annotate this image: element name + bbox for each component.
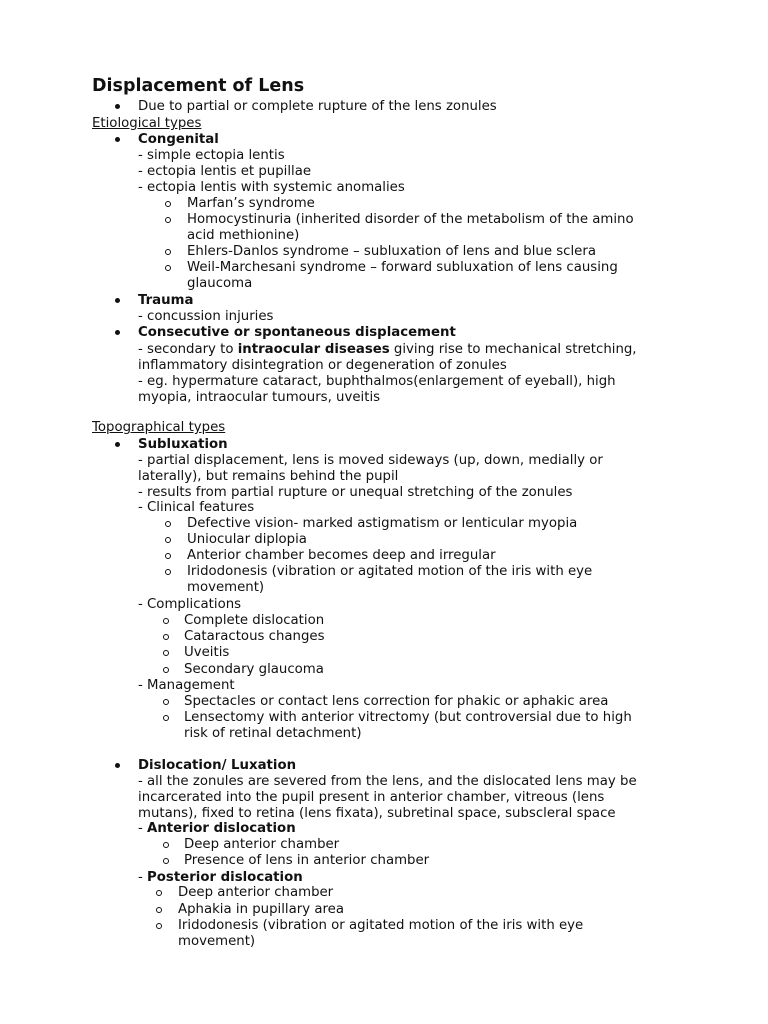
consecutive-line: inflammatory disintegration or degeneration of zonules — [138, 358, 507, 373]
sub-bullet-icon — [165, 553, 171, 559]
posterior-item: movement) — [178, 934, 256, 949]
sub-bullet-icon — [163, 699, 169, 705]
management-item: Lensectomy with anterior vitrectomy (but controversial due to high — [184, 710, 632, 725]
dislocation-line: mutans), fixed to retina (lens fixata), subretinal space, subscleral space — [138, 806, 616, 821]
congenital-line: - ectopia lentis with systemic anomalies — [138, 180, 405, 195]
management-item: Spectacles or contact lens correction for phakic or aphakic area — [184, 694, 609, 709]
congenital-subitem: Weil-Marchesani syndrome – forward subluxation of lens causing — [187, 260, 618, 275]
complication-item: Uveitis — [184, 645, 230, 660]
sub-bullet-icon — [156, 923, 162, 929]
sub-bullet-icon — [163, 634, 169, 640]
sub-bullet-icon — [163, 858, 169, 864]
sub-bullet-icon — [165, 521, 171, 527]
clinical-item: Iridodonesis (vibration or agitated motion of the iris with eye — [187, 564, 593, 579]
anterior-dislocation-label: Anterior dislocation — [147, 821, 296, 836]
sub-bullet-icon — [165, 201, 171, 207]
sub-bullet-icon — [156, 890, 162, 896]
posterior-item: Aphakia in pupillary area — [178, 902, 344, 917]
consecutive-line: - eg. hypermature cataract, buphthalmos(enlargement of eyeball), high — [138, 374, 616, 389]
subluxation-line: - results from partial rupture or unequal stretching of the zonules — [138, 485, 573, 500]
congenital-subitem: glaucoma — [187, 276, 253, 291]
sub-bullet-icon — [163, 618, 169, 624]
congenital-label: Congenital — [138, 132, 219, 147]
etiological-heading: Etiological types — [92, 116, 202, 131]
congenital-subitem: Marfan’s syndrome — [187, 196, 315, 211]
consecutive-label: Consecutive or spontaneous displacement — [138, 325, 456, 340]
posterior-dislocation-heading — [138, 870, 303, 886]
topographical-heading: Topographical types — [92, 420, 226, 435]
bullet-icon — [115, 298, 120, 303]
clinical-item: Defective vision- marked astigmatism or lenticular myopia — [187, 516, 578, 531]
sub-bullet-icon — [156, 907, 162, 913]
dislocation-line: - all the zonules are severed from the lens, and the dislocated lens may be — [138, 774, 637, 789]
bullet-icon — [115, 763, 120, 768]
complication-item: Cataractous changes — [184, 629, 325, 644]
bullet-icon — [115, 104, 120, 109]
posterior-item: Deep anterior chamber — [178, 885, 334, 900]
congenital-subitem: acid methionine) — [187, 228, 300, 243]
intro-text: Due to partial or complete rupture of the lens zonules — [138, 99, 497, 114]
management-item: risk of retinal detachment) — [184, 726, 362, 741]
sub-bullet-icon — [163, 667, 169, 673]
posterior-dislocation-label: Posterior dislocation — [147, 870, 303, 885]
page-title: Displacement of Lens — [92, 76, 305, 96]
dash: - — [138, 821, 148, 836]
trauma-line: - concussion injuries — [138, 309, 274, 324]
sub-bullet-icon — [163, 842, 169, 848]
congenital-line: - ectopia lentis et pupillae — [138, 164, 312, 179]
congenital-subitem: Ehlers-Danlos syndrome – subluxation of lens and blue sclera — [187, 244, 596, 259]
congenital-subitem: Homocystinuria (inherited disorder of the metabolism of the amino — [187, 212, 634, 227]
complication-item: Complete dislocation — [184, 613, 325, 628]
bullet-icon — [115, 137, 120, 142]
bullet-icon — [115, 330, 120, 335]
complication-item: Secondary glaucoma — [184, 662, 324, 677]
dislocation-label: Dislocation/ Luxation — [138, 758, 297, 773]
anterior-dislocation-heading — [138, 821, 296, 837]
consecutive-line — [138, 342, 637, 358]
congenital-line: - simple ectopia lentis — [138, 148, 285, 163]
clinical-item: Uniocular diplopia — [187, 532, 307, 547]
sub-bullet-icon — [163, 715, 169, 721]
consecutive-line: myopia, intraocular tumours, uveitis — [138, 390, 381, 405]
complications-label: - Complications — [138, 597, 242, 612]
subluxation-label: Subluxation — [138, 437, 228, 452]
sub-bullet-icon — [165, 537, 171, 543]
clinical-item: Anterior chamber becomes deep and irregular — [187, 548, 496, 563]
bullet-icon — [115, 442, 120, 447]
subluxation-line: - Clinical features — [138, 500, 255, 515]
consecutive-line-pre: - secondary to — [138, 342, 238, 357]
dash: - — [138, 870, 148, 885]
subluxation-line: - partial displacement, lens is moved sideways (up, down, medially or — [138, 453, 603, 468]
anterior-item: Deep anterior chamber — [184, 837, 340, 852]
posterior-item: Iridodonesis (vibration or agitated motion of the iris with eye — [178, 918, 584, 933]
sub-bullet-icon — [165, 249, 171, 255]
subluxation-line: laterally), but remains behind the pupil — [138, 469, 399, 484]
dislocation-line: incarcerated into the pupil present in anterior chamber, vitreous (lens — [138, 790, 605, 805]
sub-bullet-icon — [163, 650, 169, 656]
anterior-item: Presence of lens in anterior chamber — [184, 853, 430, 868]
sub-bullet-icon — [165, 265, 171, 271]
management-label: - Management — [138, 678, 235, 693]
sub-bullet-icon — [165, 569, 171, 575]
consecutive-line-post: giving rise to mechanical stretching, — [389, 342, 637, 357]
trauma-label: Trauma — [138, 293, 194, 308]
sub-bullet-icon — [165, 217, 171, 223]
clinical-item: movement) — [187, 580, 265, 595]
consecutive-line-bold: intraocular diseases — [237, 342, 390, 357]
